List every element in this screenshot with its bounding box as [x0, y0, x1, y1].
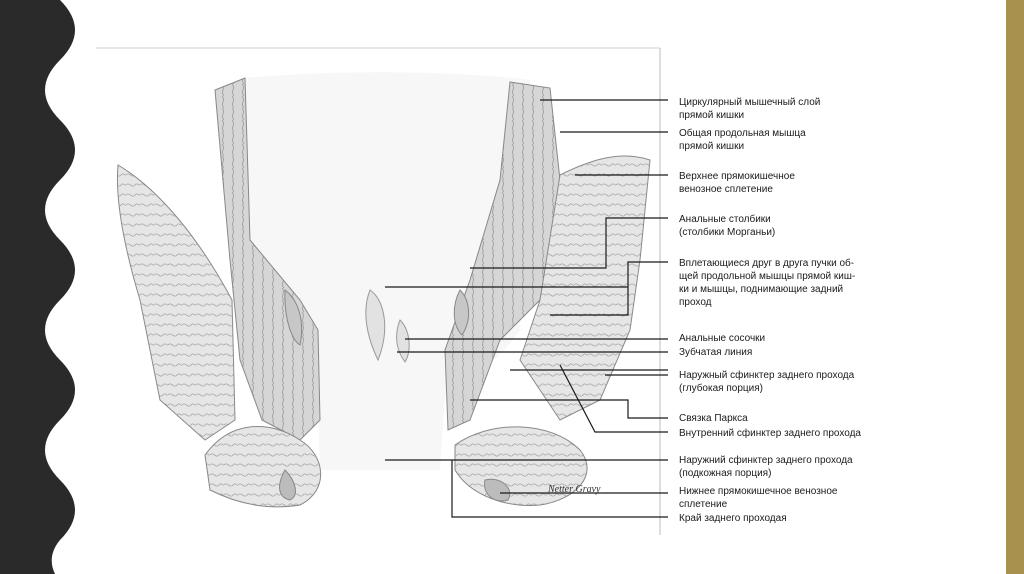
label-parks-ligament: Связка Паркса — [679, 413, 748, 424]
label-circular-muscle: Циркулярный мышечный слой прямой кишки — [679, 97, 821, 121]
label-upper-venous-plexus: Верхнее прямокишечное венозное сплетение — [679, 171, 795, 195]
label-anal-papillae: Анальные сосочки — [679, 333, 766, 344]
left-subcutaneous-sphincter — [205, 426, 321, 506]
label-external-sphincter-subcutaneous: Наружний сфинктер заднего прохода (подкожная порция) — [679, 455, 853, 479]
label-external-sphincter-deep: Наружный сфинктер заднего прохода (глубокая порция) — [679, 370, 855, 394]
label-dentate-line: Зубчатая линия — [679, 347, 753, 358]
label-anal-columns: Анальные столбики (столбики Морганьи) — [679, 214, 776, 238]
label-interwoven-bundles: Вплетающиеся друг в друга пучки об- щей продольной мышцы прямой киш- ки и мышцы, поднимающие задний проход — [679, 258, 856, 308]
label-lower-venous-plexus: Нижнее прямокишечное венозное сплетение — [679, 486, 838, 510]
label-anal-margin: Край заднего проходая — [679, 513, 787, 524]
artist-signature: Netter Gravy — [548, 484, 601, 495]
label-internal-sphincter: Внутренний сфинктер заднего прохода — [679, 428, 861, 439]
left-levator — [117, 165, 235, 440]
label-longitudinal-muscle: Общая продольная мышца прямой кишки — [679, 128, 806, 152]
